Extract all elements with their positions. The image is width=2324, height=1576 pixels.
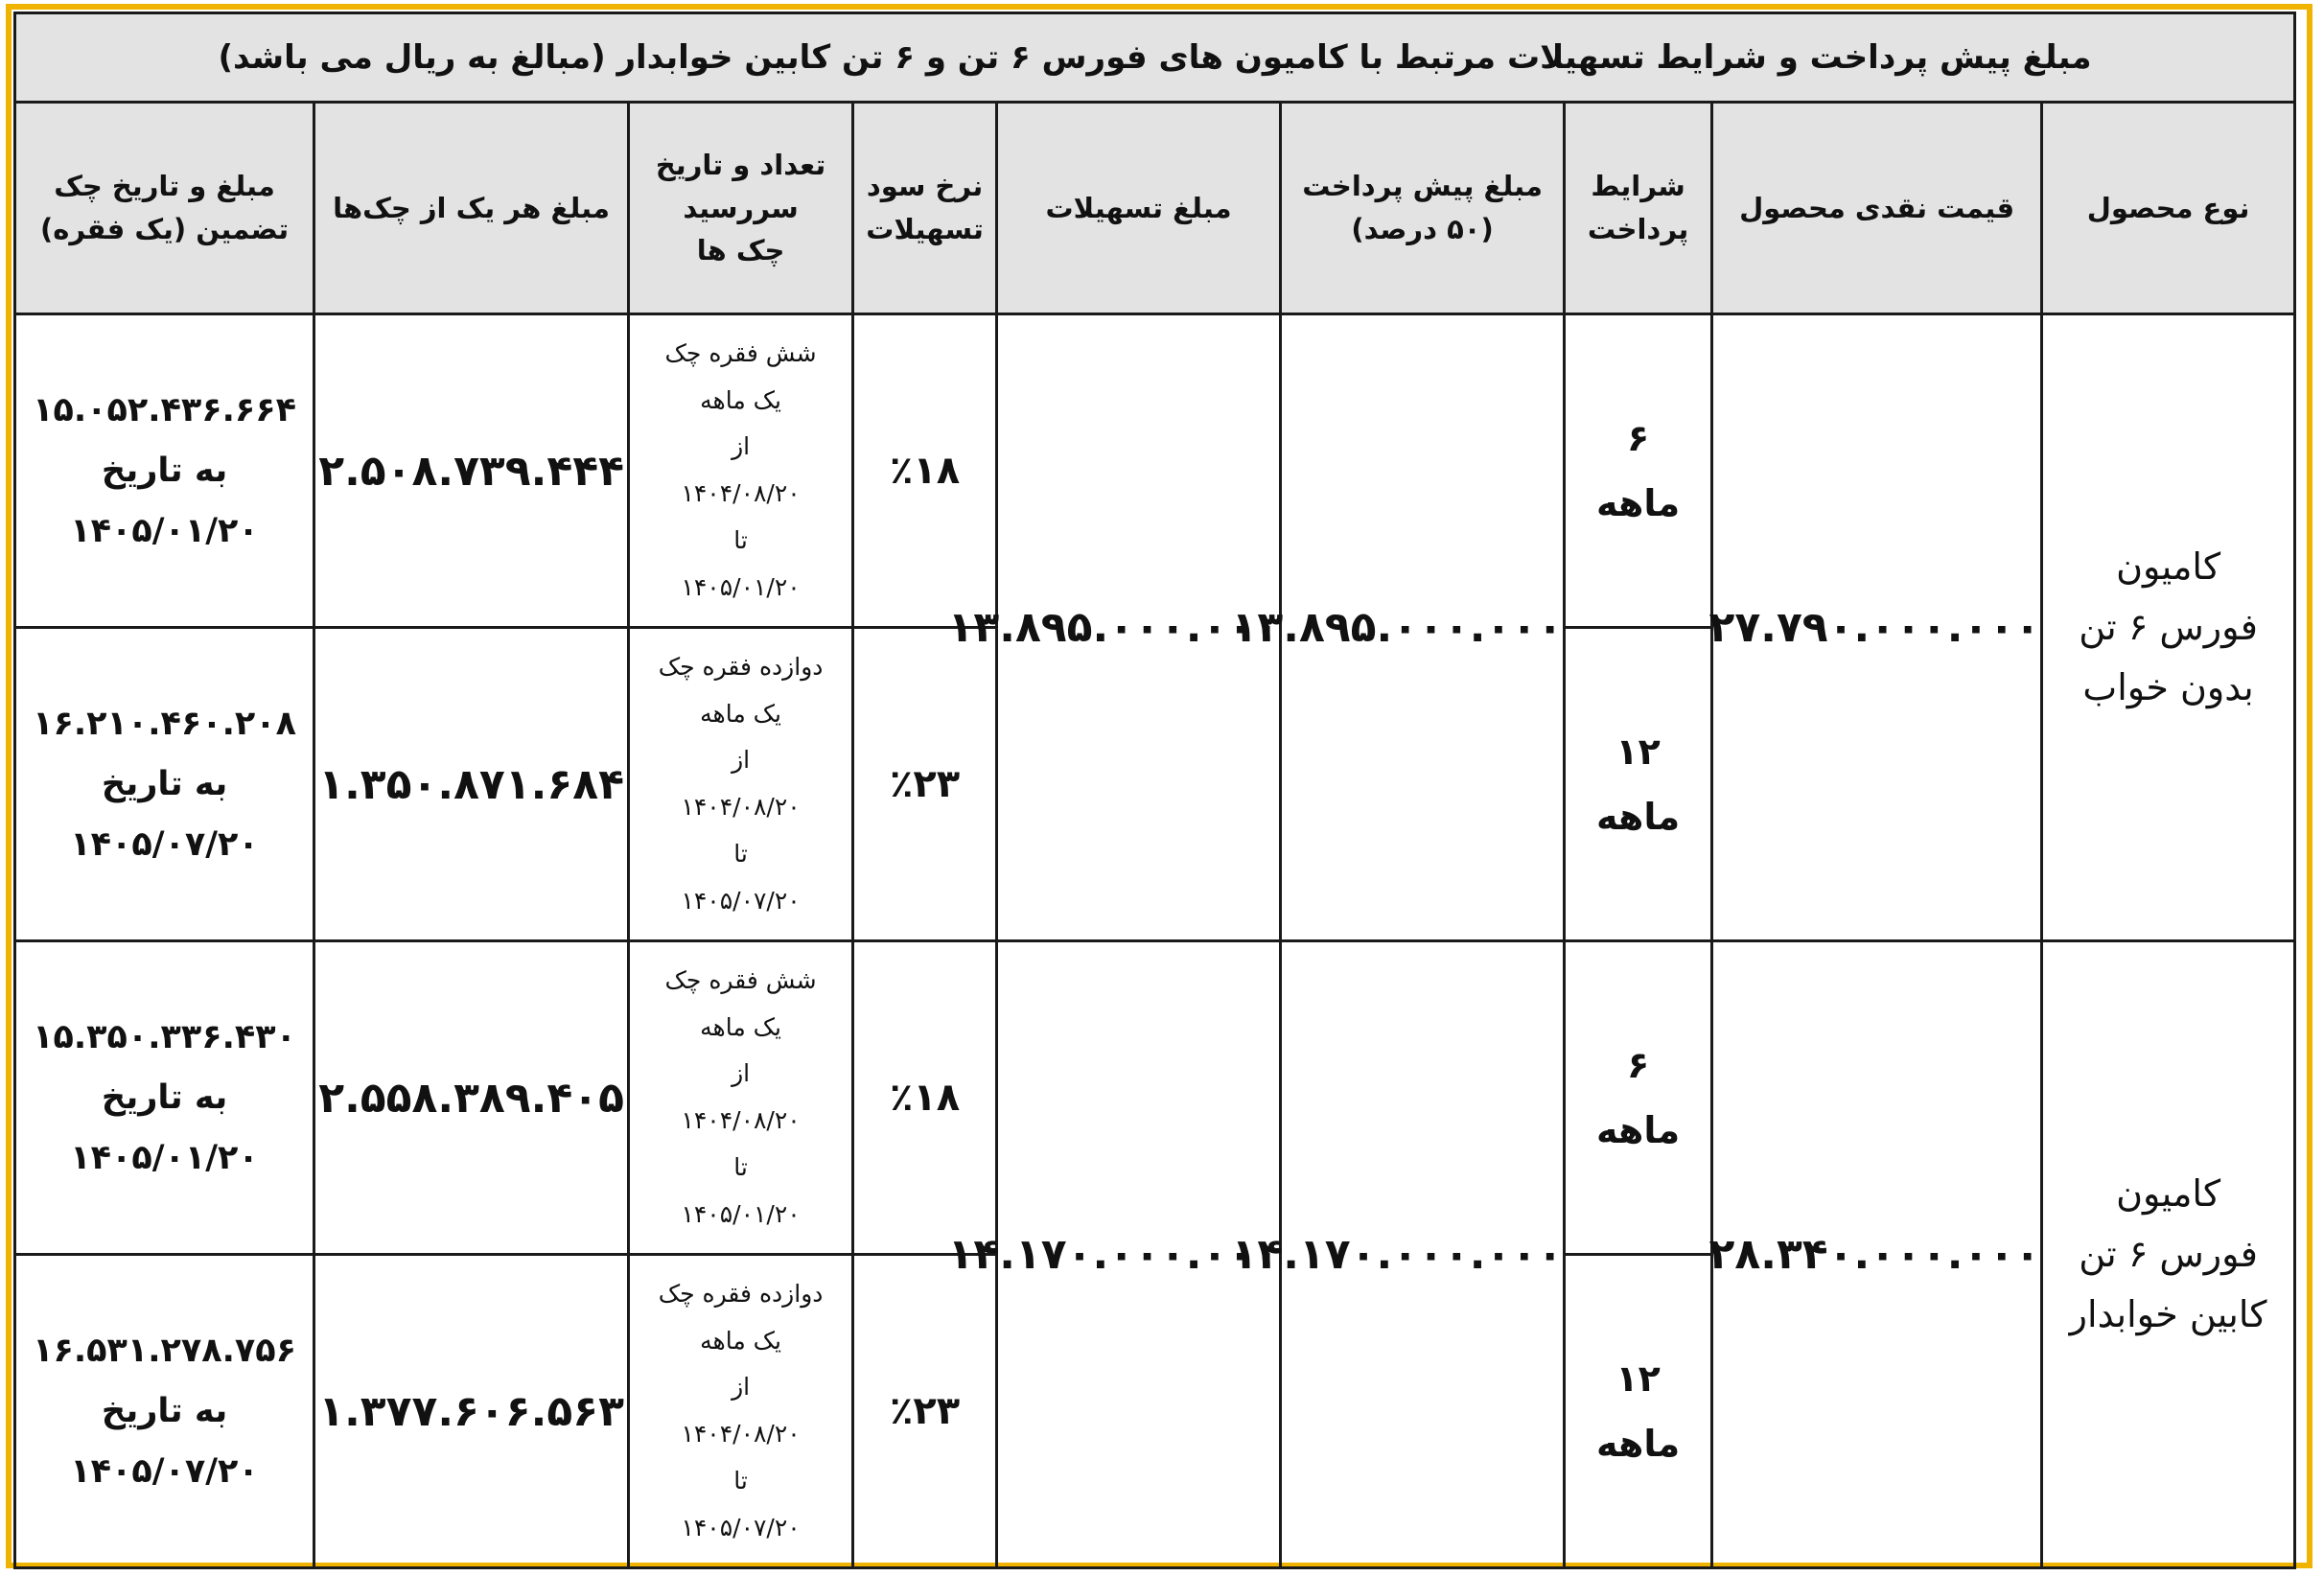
facility-amount: ۱۳.۸۹۵.۰۰۰.۰۰۰ [997,314,1281,941]
checks-line: ۱۴۰۵/۰۱/۲۰ [681,1199,801,1228]
guarantee-line: ۱۶.۵۳۱.۲۷۸.۷۵۶ [33,1331,296,1370]
each-check-amount: ۱.۳۷۷.۶۰۶.۵۶۳ [314,1255,629,1568]
facility-amount: ۱۴.۱۷۰.۰۰۰.۰۰۰ [997,941,1281,1568]
checks-line: دوازده فقره چک [658,1279,824,1308]
checks-schedule [629,628,853,941]
header-each-check-amount: مبلغ هر یک از چک‌ها [314,103,629,314]
header-interest-rate-line: تسهیلات [866,213,984,245]
checks-schedule [629,314,853,628]
prepayment-amount: ۱۳.۸۹۵.۰۰۰.۰۰۰ [1281,314,1565,941]
checks-line: ۱۴۰۴/۰۸/۲۰ [681,793,801,821]
header-payment-terms-line: پرداخت [1587,213,1689,245]
header-checks-line: چک ها [696,234,785,267]
product-name-line: کابین خوابدار [2069,1292,2267,1335]
header-payment-terms-line: شرایط [1591,170,1685,203]
header-row [15,103,2295,314]
checks-line: از [732,746,751,775]
checks-line: تا [733,525,748,554]
cash-price: ۲۷.۷۹۰.۰۰۰.۰۰۰ [1712,314,2042,941]
checks-line: از [732,432,751,461]
interest-rate: ٪۱۸ [853,941,997,1255]
checks-schedule [629,1255,853,1568]
payment-term [1565,314,1712,628]
guarantee-line: ۱۵.۳۵۰.۳۳۶.۴۳۰ [33,1017,296,1056]
payment-term [1565,1255,1712,1568]
product-name-line: فورس ۶ تن [2079,1233,2258,1276]
checks-line: ۱۴۰۵/۰۷/۲۰ [681,886,801,915]
checks-line: یک ماهه [700,385,782,414]
checks-line: شش فقره چک [664,338,817,367]
payment-term-line: ۱۲ [1615,730,1661,773]
checks-line: ۱۴۰۵/۰۷/۲۰ [681,1513,801,1541]
product-name [2042,941,2295,1568]
payment-term [1565,941,1712,1255]
product-name [2042,314,2295,941]
interest-rate: ٪۲۳ [853,628,997,941]
product-name-line: بدون خواب [2082,665,2254,708]
guarantee-line: ۱۴۰۵/۰۷/۲۰ [70,824,259,864]
checks-line: ۱۴۰۴/۰۸/۲۰ [681,1106,801,1134]
product-name-line: فورس ۶ تن [2079,606,2258,649]
interest-rate: ٪۲۳ [853,1255,997,1568]
header-checks-line: سررسید [683,191,799,224]
header-guarantee-check [15,103,314,314]
checks-line: تا [733,839,748,868]
product-name-line: کامیون [2116,545,2221,589]
header-prepayment-line: مبلغ پیش پرداخت [1302,170,1543,203]
payment-term-line: ماهه [1595,796,1681,838]
guarantee-line: به تاریخ [101,1391,228,1430]
payment-term-line: ۶ [1626,416,1650,459]
checks-line: یک ماهه [700,1326,782,1355]
checks-schedule [629,941,853,1255]
guarantee-check [15,628,314,941]
guarantee-check [15,314,314,628]
interest-rate: ٪۱۸ [853,314,997,628]
guarantee-line: ۱۴۰۵/۰۷/۲۰ [70,1451,259,1491]
checks-line: ۱۴۰۴/۰۸/۲۰ [681,479,801,507]
guarantee-check [15,941,314,1255]
guarantee-line: به تاریخ [101,1078,228,1117]
checks-line: از [732,1059,751,1088]
guarantee-line: ۱۶.۲۱۰.۴۶۰.۲۰۸ [33,704,296,743]
each-check-amount: ۲.۵۵۸.۳۸۹.۴۰۵ [314,941,629,1255]
header-interest-rate [853,103,997,314]
header-cash-price: قیمت نقدی محصول [1712,103,2042,314]
price-conditions-table [13,12,2296,1569]
header-prepayment-line: (۵۰ درصد) [1351,213,1494,245]
checks-line: یک ماهه [700,699,782,728]
header-payment-terms [1565,103,1712,314]
cash-price: ۲۸.۳۴۰.۰۰۰.۰۰۰ [1712,941,2042,1568]
guarantee-line: ۱۴۰۵/۰۱/۲۰ [70,1138,259,1177]
header-checks-count-date [629,103,853,314]
prepayment-amount: ۱۴.۱۷۰.۰۰۰.۰۰۰ [1281,941,1565,1568]
each-check-amount: ۲.۵۰۸.۷۳۹.۴۴۴ [314,314,629,628]
guarantee-line: به تاریخ [101,451,228,490]
table-row [15,941,2295,1255]
checks-line: از [732,1373,751,1402]
table-row [15,314,2295,628]
checks-line: یک ماهه [700,1012,782,1041]
checks-line: تا [733,1466,748,1495]
header-interest-rate-line: نرخ سود [866,170,984,203]
payment-term [1565,628,1712,941]
header-checks-line: تعداد و تاریخ [655,148,826,181]
table-title: مبلغ پیش پرداخت و شرایط تسهیلات مرتبط با کامیون های فورس ۶ تن و ۶ تن کابین خوابدار (مبالغ به ریال می باشد) [15,13,2295,103]
checks-line: ۱۴۰۴/۰۸/۲۰ [681,1420,801,1448]
header-facility-amount: مبلغ تسهیلات [997,103,1281,314]
payment-term-line: ماهه [1595,482,1681,524]
header-prepayment [1281,103,1565,314]
guarantee-line: ۱۵.۰۵۲.۴۳۶.۶۶۴ [33,390,296,429]
payment-term-line: ماهه [1595,1109,1681,1151]
checks-line: دوازده فقره چک [658,652,824,681]
guarantee-check [15,1255,314,1568]
header-product-type: نوع محصول [2042,103,2295,314]
product-name-line: کامیون [2116,1172,2221,1216]
payment-term-line: ۶ [1626,1043,1650,1086]
guarantee-line: ۱۴۰۵/۰۱/۲۰ [70,511,259,550]
payment-term-line: ماهه [1595,1423,1681,1465]
checks-line: شش فقره چک [664,965,817,994]
each-check-amount: ۱.۳۵۰.۸۷۱.۶۸۴ [314,628,629,941]
header-guarantee-line: مبلغ و تاریخ چک [54,170,275,203]
checks-line: تا [733,1152,748,1181]
guarantee-line: به تاریخ [101,764,228,803]
header-guarantee-line: تضمین (یک فقره) [39,213,290,245]
payment-term-line: ۱۲ [1615,1356,1661,1400]
checks-line: ۱۴۰۵/۰۱/۲۰ [681,572,801,601]
